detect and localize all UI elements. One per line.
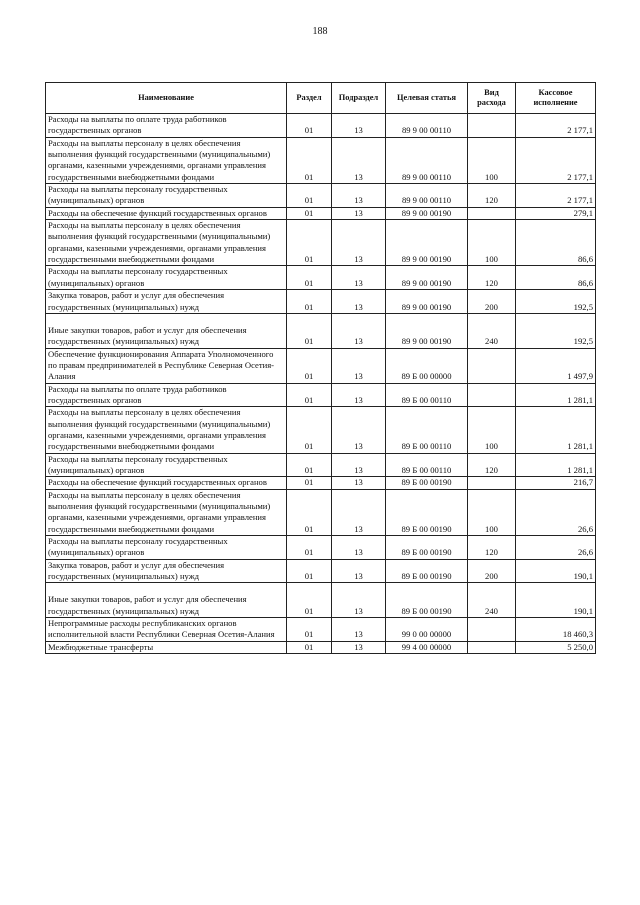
row-subsection-cell: 13 bbox=[332, 313, 386, 348]
row-name-cell: Иные закупки товаров, работ и услуг для обеспечения государственных (муниципальных) нужд bbox=[46, 583, 287, 618]
row-target-cell: 89 Б 00 00190 bbox=[386, 477, 468, 489]
table-row bbox=[46, 583, 596, 618]
row-name-cell: Расходы на выплаты персоналу в целях обеспечения выполнения функций государственными (муниципальными) органами, казенными учреждениями, органами управления государственными внебюджетными фондами bbox=[46, 489, 287, 535]
table-row bbox=[46, 618, 596, 642]
row-section-cell: 01 bbox=[287, 313, 332, 348]
table-row bbox=[46, 220, 596, 266]
row-name-cell: Расходы на обеспечение функций государственных органов bbox=[46, 477, 287, 489]
row-name-cell: Расходы на выплаты персоналу в целях обеспечения выполнения функций государственными (муниципальными) органами, казенными учреждениями, органами управления государственными внебюджетными фондами bbox=[46, 137, 287, 183]
header-kind: Вид расхода bbox=[468, 83, 516, 114]
row-subsection-cell: 13 bbox=[332, 583, 386, 618]
table-row bbox=[46, 348, 596, 383]
row-target-cell: 99 0 00 00000 bbox=[386, 618, 468, 642]
table-row bbox=[46, 184, 596, 208]
row-section-cell: 01 bbox=[287, 348, 332, 383]
row-name-cell: Расходы на выплаты по оплате труда работников государственных органов bbox=[46, 383, 287, 407]
table-row bbox=[46, 114, 596, 138]
row-amount-cell: 86,6 bbox=[516, 220, 596, 266]
header-name: Наименование bbox=[46, 83, 287, 114]
row-name-cell: Иные закупки товаров, работ и услуг для обеспечения государственных (муниципальных) нужд bbox=[46, 313, 287, 348]
row-subsection-cell: 13 bbox=[332, 477, 386, 489]
row-amount-cell: 18 460,3 bbox=[516, 618, 596, 642]
row-kind-cell: 120 bbox=[468, 536, 516, 560]
row-section-cell: 01 bbox=[287, 266, 332, 290]
row-section-cell: 01 bbox=[287, 207, 332, 219]
row-amount-cell: 86,6 bbox=[516, 266, 596, 290]
row-target-cell: 89 Б 00 00190 bbox=[386, 583, 468, 618]
row-amount-cell: 26,6 bbox=[516, 536, 596, 560]
row-section-cell: 01 bbox=[287, 536, 332, 560]
row-kind-cell: 240 bbox=[468, 583, 516, 618]
row-subsection-cell: 13 bbox=[332, 266, 386, 290]
row-subsection-cell: 13 bbox=[332, 137, 386, 183]
row-target-cell: 89 9 00 00110 bbox=[386, 114, 468, 138]
row-amount-cell: 26,6 bbox=[516, 489, 596, 535]
row-target-cell: 89 9 00 00110 bbox=[386, 184, 468, 208]
page-number: 188 bbox=[312, 26, 328, 37]
row-kind-cell bbox=[468, 641, 516, 653]
row-amount-cell: 192,5 bbox=[516, 290, 596, 314]
table-row bbox=[46, 559, 596, 583]
row-subsection-cell: 13 bbox=[332, 207, 386, 219]
row-target-cell: 89 Б 00 00190 bbox=[386, 489, 468, 535]
row-kind-cell: 240 bbox=[468, 313, 516, 348]
row-subsection-cell: 13 bbox=[332, 641, 386, 653]
row-kind-cell: 100 bbox=[468, 220, 516, 266]
row-amount-cell: 190,1 bbox=[516, 559, 596, 583]
row-name-cell: Расходы на выплаты персоналу государственных (муниципальных) органов bbox=[46, 536, 287, 560]
row-subsection-cell: 13 bbox=[332, 407, 386, 453]
row-kind-cell bbox=[468, 114, 516, 138]
header-subsection: Подраздел bbox=[332, 83, 386, 114]
row-subsection-cell: 13 bbox=[332, 220, 386, 266]
row-subsection-cell: 13 bbox=[332, 453, 386, 477]
table-row bbox=[46, 313, 596, 348]
row-amount-cell: 1 281,1 bbox=[516, 383, 596, 407]
row-kind-cell: 100 bbox=[468, 137, 516, 183]
table-row bbox=[46, 489, 596, 535]
row-target-cell: 89 9 00 00190 bbox=[386, 313, 468, 348]
row-kind-cell bbox=[468, 348, 516, 383]
row-name-cell: Закупка товаров, работ и услуг для обеспечения государственных (муниципальных) нужд bbox=[46, 559, 287, 583]
row-section-cell: 01 bbox=[287, 477, 332, 489]
row-target-cell: 89 Б 00 00110 bbox=[386, 407, 468, 453]
row-kind-cell: 120 bbox=[468, 266, 516, 290]
table-row bbox=[46, 536, 596, 560]
row-target-cell: 89 9 00 00190 bbox=[386, 266, 468, 290]
row-section-cell: 01 bbox=[287, 618, 332, 642]
row-target-cell: 89 9 00 00190 bbox=[386, 290, 468, 314]
row-section-cell: 01 bbox=[287, 489, 332, 535]
table-header-row bbox=[46, 83, 596, 114]
row-name-cell: Расходы на выплаты персоналу государственных (муниципальных) органов bbox=[46, 453, 287, 477]
row-name-cell: Расходы на выплаты персоналу в целях обеспечения выполнения функций государственными (муниципальными) органами, казенными учреждениями, органами управления государственными внебюджетными фондами bbox=[46, 407, 287, 453]
row-kind-cell bbox=[468, 477, 516, 489]
row-name-cell: Расходы на выплаты по оплате труда работников государственных органов bbox=[46, 114, 287, 138]
row-amount-cell: 2 177,1 bbox=[516, 137, 596, 183]
row-subsection-cell: 13 bbox=[332, 383, 386, 407]
row-name-cell: Межбюджетные трансферты bbox=[46, 641, 287, 653]
row-subsection-cell: 13 bbox=[332, 618, 386, 642]
row-subsection-cell: 13 bbox=[332, 348, 386, 383]
row-subsection-cell: 13 bbox=[332, 184, 386, 208]
row-amount-cell: 190,1 bbox=[516, 583, 596, 618]
row-kind-cell bbox=[468, 207, 516, 219]
header-section: Раздел bbox=[287, 83, 332, 114]
row-kind-cell: 100 bbox=[468, 489, 516, 535]
row-target-cell: 89 9 00 00190 bbox=[386, 207, 468, 219]
row-section-cell: 01 bbox=[287, 137, 332, 183]
row-kind-cell: 120 bbox=[468, 453, 516, 477]
table-row bbox=[46, 641, 596, 653]
row-target-cell: 89 Б 00 00110 bbox=[386, 453, 468, 477]
row-kind-cell: 200 bbox=[468, 290, 516, 314]
table-row bbox=[46, 137, 596, 183]
row-section-cell: 01 bbox=[287, 453, 332, 477]
row-subsection-cell: 13 bbox=[332, 536, 386, 560]
row-section-cell: 01 bbox=[287, 383, 332, 407]
row-section-cell: 01 bbox=[287, 220, 332, 266]
header-amount: Кассовое исполнение bbox=[516, 83, 596, 114]
row-target-cell: 89 Б 00 00190 bbox=[386, 559, 468, 583]
row-section-cell: 01 bbox=[287, 184, 332, 208]
table-row bbox=[46, 477, 596, 489]
table-row bbox=[46, 266, 596, 290]
table-row bbox=[46, 290, 596, 314]
row-amount-cell: 5 250,0 bbox=[516, 641, 596, 653]
row-name-cell: Расходы на выплаты персоналу в целях обеспечения выполнения функций государственными (муниципальными) органами, казенными учреждениями, органами управления государственными внебюджетными фондами bbox=[46, 220, 287, 266]
row-section-cell: 01 bbox=[287, 407, 332, 453]
row-name-cell: Закупка товаров, работ и услуг для обеспечения государственных (муниципальных) нужд bbox=[46, 290, 287, 314]
row-kind-cell bbox=[468, 618, 516, 642]
row-kind-cell: 120 bbox=[468, 184, 516, 208]
row-name-cell: Расходы на выплаты персоналу государственных (муниципальных) органов bbox=[46, 184, 287, 208]
row-subsection-cell: 13 bbox=[332, 489, 386, 535]
row-subsection-cell: 13 bbox=[332, 290, 386, 314]
header-target: Целевая статья bbox=[386, 83, 468, 114]
row-target-cell: 89 Б 00 00190 bbox=[386, 536, 468, 560]
row-target-cell: 89 9 00 00110 bbox=[386, 137, 468, 183]
row-section-cell: 01 bbox=[287, 290, 332, 314]
row-amount-cell: 216,7 bbox=[516, 477, 596, 489]
row-subsection-cell: 13 bbox=[332, 559, 386, 583]
row-section-cell: 01 bbox=[287, 641, 332, 653]
table-row bbox=[46, 453, 596, 477]
table-row bbox=[46, 207, 596, 219]
row-section-cell: 01 bbox=[287, 559, 332, 583]
row-name-cell: Расходы на выплаты персоналу государственных (муниципальных) органов bbox=[46, 266, 287, 290]
budget-execution-table bbox=[45, 82, 596, 654]
row-kind-cell: 100 bbox=[468, 407, 516, 453]
row-amount-cell: 279,1 bbox=[516, 207, 596, 219]
row-target-cell: 99 4 00 00000 bbox=[386, 641, 468, 653]
row-section-cell: 01 bbox=[287, 114, 332, 138]
row-amount-cell: 192,5 bbox=[516, 313, 596, 348]
row-target-cell: 89 9 00 00190 bbox=[386, 220, 468, 266]
row-name-cell: Расходы на обеспечение функций государственных органов bbox=[46, 207, 287, 219]
row-kind-cell bbox=[468, 383, 516, 407]
table-row bbox=[46, 407, 596, 453]
table-body bbox=[46, 114, 596, 654]
row-amount-cell: 1 281,1 bbox=[516, 453, 596, 477]
row-amount-cell: 2 177,1 bbox=[516, 114, 596, 138]
row-kind-cell: 200 bbox=[468, 559, 516, 583]
row-name-cell: Обеспечение функционирования Аппарата Уполномоченного по правам предпринимателей в Республике Северная Осетия-Алания bbox=[46, 348, 287, 383]
row-subsection-cell: 13 bbox=[332, 114, 386, 138]
table-row bbox=[46, 383, 596, 407]
row-name-cell: Непрограммные расходы республиканских органов исполнительной власти Республики Северная Осетия-Алания bbox=[46, 618, 287, 642]
row-target-cell: 89 Б 00 00110 bbox=[386, 383, 468, 407]
row-section-cell: 01 bbox=[287, 583, 332, 618]
row-amount-cell: 1 281,1 bbox=[516, 407, 596, 453]
row-amount-cell: 1 497,9 bbox=[516, 348, 596, 383]
row-target-cell: 89 Б 00 00000 bbox=[386, 348, 468, 383]
row-amount-cell: 2 177,1 bbox=[516, 184, 596, 208]
